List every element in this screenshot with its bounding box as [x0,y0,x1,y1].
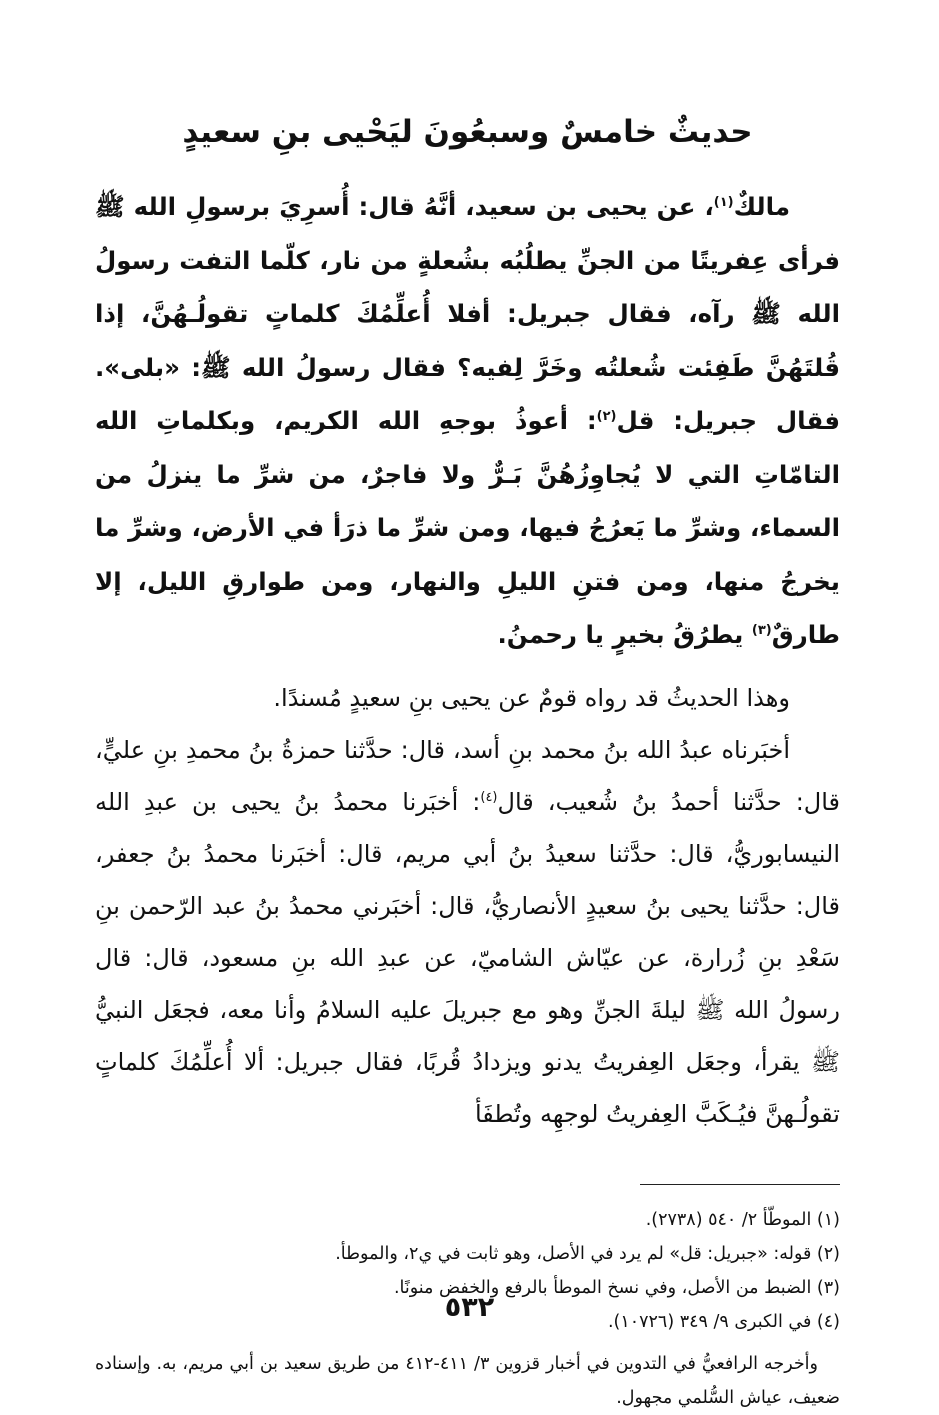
footnote-divider [640,1184,840,1185]
hadith-text-part-3: يطرُقُ بخيرٍ يا رحمنُ. [497,620,752,649]
footnote-ref-1[interactable]: (١) [713,194,734,210]
footnote-4-extra-line-2: به. وإسناده ضعيف، عياش السُّلمي مجهول. [95,1353,840,1408]
commentary-text [95,672,840,1140]
isnad-part-1: أخبَرناه عبدُ الله بنُ محمد بنِ أسد، قال: حدَّثنا حمزةُ بنُ محمدِ بنِ عليٍّ، قال: حدَّثنا أحمدُ بنُ شُعيب، قال [95,735,841,816]
footnote-ref-4[interactable]: (٤) [480,789,498,805]
footnote-ref-3[interactable]: (٣) [751,622,772,638]
footnote-4-extra [95,1347,840,1415]
page-title: حديثٌ خامسٌ وسبعُونَ ليَحْيى بنِ سعيدٍ [182,114,753,150]
isnad-paragraph [95,724,840,1140]
footnote-3: (٣) الضبط من الأصل، وفي نسخ الموطأ بالرفع والخفض منونًا. [393,1277,840,1298]
page-body [95,100,840,1415]
hadith-text-part-2: : أعوذُ بوجهِ الله الكريم، وبكلماتِ الله التامّاتِ التي لا يُجاوِزُهُنَّ بَـرٌّ ولا فاجرٌ، من شرِّ ما ينزلُ من السماء، وشرِّ ما يَعرُجُ فيها، ومن شرِّ ما ذرَأ في الأرض، وشرِّ ما يخرجُ منها، ومن فتنِ الليلِ والنهار، ومن طوارقِ الليل، إلا طارقٌ [95,406,840,649]
hadith-text [95,180,840,662]
hadith-text-part-1: ، عن يحيى بن سعيد، أنَّهُ قال: أُسرِيَ برسولِ الله ﷺ فرأى عِفريتًا من الجنِّ يطلُبُه بشُعلةٍ من نار، كلّما التفت رسولُ الله ﷺ رآه، فقال جبريل: أفلا أُعلِّمُكَ كلماتٍ تقولُـهُنَّ، إذا قُلتَهُنَّ طَفِئت شُعلتُه وخَرَّ لِفيه؟ فقال رسولُ الله ﷺ: «بلى». فقال جبريل: قل [95,192,840,435]
footnote-1: (١) الموطّأ ٢/ ٥٤٠ (٢٧٣٨). [645,1209,840,1230]
hadith-paragraph [95,180,840,662]
footnote-4: (٤) في الكبرى ٩/ ٣٤٩ (١٠٧٢٦). [607,1311,840,1332]
commentary-paragraph: وهذا الحديثُ قد رواه قومٌ عن يحيى بنِ سعيدٍ مُسندًا. [273,683,790,712]
footnote-ref-2[interactable]: (٢) [596,408,617,424]
page-number: ٥٣٢ [444,1292,495,1323]
isnad-part-2: : أخبَرنا محمدُ بنُ يحيى بن عبدِ الله النيسابوريُّ، قال: حدَّثنا سعيدُ بنُ أبي مريم، قال: أخبَرنا محمدُ بنُ جعفر، قال: حدَّثنا يحيى بنُ سعيدٍ الأنصاريُّ، قال: أخبَرني محمدُ بنُ عبد الرّحمن بنِ سَعْدِ بنِ زُرارة، عن عيّاش الشاميّ، عن عبدِ الله بنِ مسعود، قال: قال رسولُ الله ﷺ ليلةَ الجنِّ وهو مع جبريلَ عليه السلامُ وأنا معه، فجعَل النبيُّ ﷺ يقرأ، وجعَل العِفريتُ يدنو ويزدادُ قُربًا، فقال جبريل: ألا أُعلِّمُكَ كلماتٍ تقولُـهنَّ فيُـكَبَّ العِفريتُ لوجهِه وتُطفَأ [95,787,840,1128]
footnote-2: (٢) قوله: «جبريل: قل» لم يرد في الأصل، وهو ثابت في ي٢، والموطأ. [335,1243,840,1264]
hadith-narrator: مالكٌ [733,192,790,221]
footnote-4-extra-line-1: وأخرجه الرافعيُّ في التدوين في أخبار قزوين ٣/ ٤١١-٤١٢ من طريق سعيد بن أبي مريم، [182,1353,818,1374]
